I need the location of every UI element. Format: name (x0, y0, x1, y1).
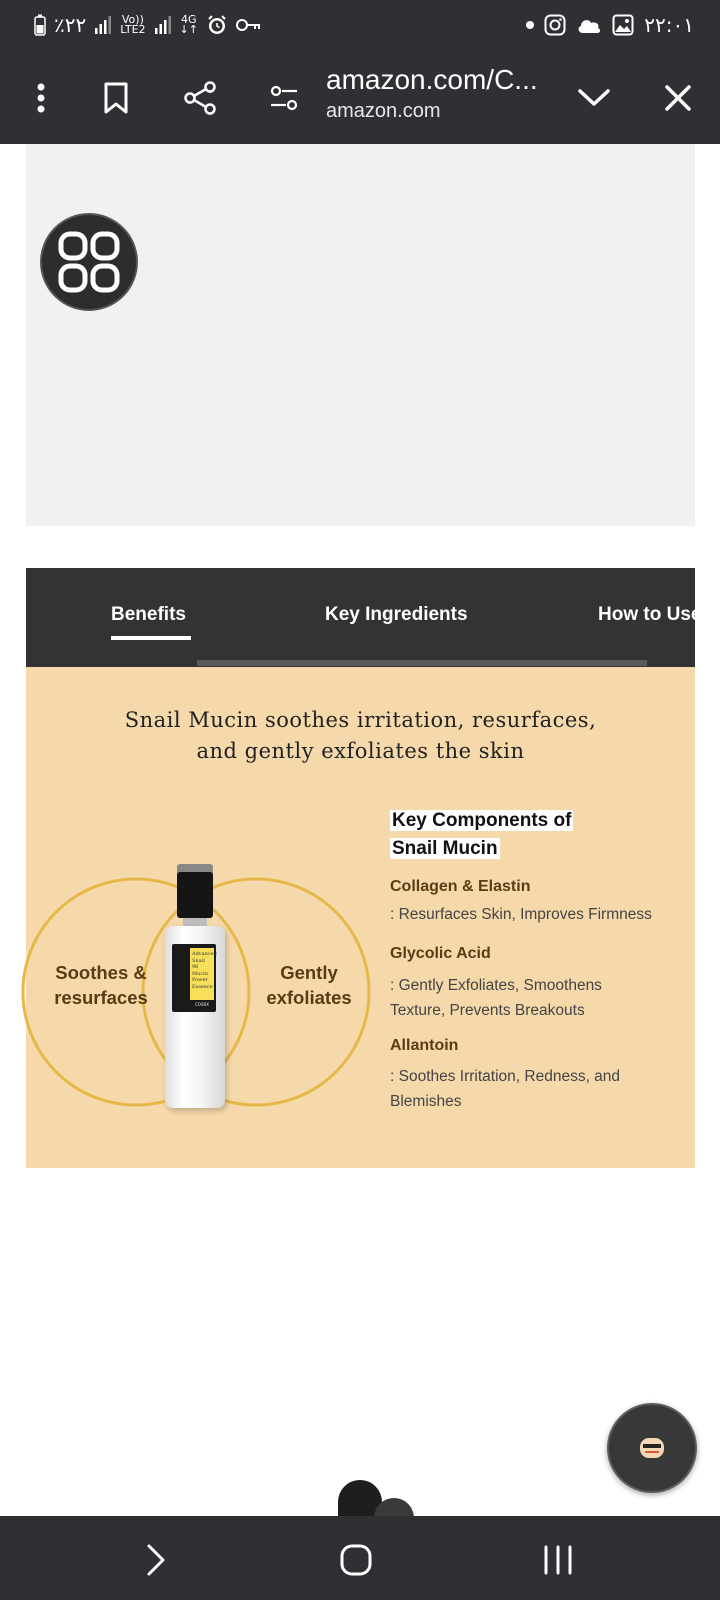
component-desc: : Gently Exfoliates, Smoothens Texture, Prevents Breakouts (390, 977, 602, 1019)
volte-indicator: Vo)) LTE2 (120, 13, 146, 36)
url-main: amazon.com/C... (326, 64, 538, 95)
benefits-headline: Snail Mucin soothes irritation, resurfaces, and gently exfoliates the skin (124, 708, 597, 763)
home-icon[interactable] (334, 1538, 378, 1582)
signal-icon (94, 16, 112, 34)
venn-left-label: Soothes & resurfaces (54, 962, 148, 1008)
key-components-title: Key Components of Snail Mucin (392, 810, 572, 859)
network-type: 4G ↓↑ (179, 13, 198, 36)
tab-benefits[interactable]: Benefits (111, 604, 186, 625)
bottle-brand: COSRX (195, 1002, 209, 1007)
grid-icon[interactable] (40, 213, 138, 311)
status-left (34, 13, 262, 37)
close-icon[interactable] (654, 74, 702, 122)
component-name: Collagen & Elastin (390, 878, 531, 895)
tune-icon[interactable] (260, 74, 308, 122)
bottle-label: Advanced Snail 96 Mucin Power Essence (190, 948, 214, 1000)
battery-percent: ٪۲۲ (54, 13, 87, 37)
chevron-down-icon[interactable] (570, 74, 618, 122)
tab-key-ingredients[interactable]: Key Ingredients (325, 604, 468, 625)
component-name: Allantoin (390, 1037, 459, 1054)
component-name: Glycolic Acid (390, 945, 491, 962)
gallery-icon (612, 14, 634, 36)
component-desc: : Soothes Irritation, Redness, and Blemishes (390, 1068, 621, 1110)
benefits-panel (26, 667, 695, 1168)
chat-assistant-icon[interactable] (607, 1403, 697, 1493)
status-bar (0, 0, 720, 52)
active-tab-indicator (111, 636, 191, 640)
product-image-area (26, 144, 695, 526)
product-image-peek (338, 1480, 428, 1520)
share-icon[interactable] (176, 74, 224, 122)
cloud-icon (576, 16, 602, 34)
recents-icon[interactable] (536, 1538, 580, 1582)
content-tabs (26, 568, 702, 667)
browser-toolbar (0, 52, 720, 144)
notification-dot-icon (526, 21, 534, 29)
clock: ۲۲:۰۱ (644, 13, 694, 37)
tabs-scrollbar[interactable] (197, 660, 647, 666)
tab-how-to-use[interactable]: How to Use (598, 604, 702, 625)
component-desc: : Resurfaces Skin, Improves Firmness (390, 906, 652, 923)
system-nav-bar (0, 1516, 720, 1600)
alarm-icon (206, 14, 228, 36)
product-bottle-image (164, 864, 226, 1110)
back-icon[interactable] (134, 1538, 178, 1582)
bookmark-icon[interactable] (92, 74, 140, 122)
battery-icon (34, 14, 46, 36)
more-vert-icon[interactable] (17, 74, 65, 122)
status-right (526, 13, 694, 37)
url-domain: amazon.com (326, 100, 441, 122)
signal-icon-2 (154, 16, 172, 34)
vpn-key-icon (236, 17, 262, 33)
instagram-icon (544, 14, 566, 36)
venn-right-label: Gently exfoliates (266, 962, 352, 1008)
url-display[interactable] (326, 64, 556, 123)
